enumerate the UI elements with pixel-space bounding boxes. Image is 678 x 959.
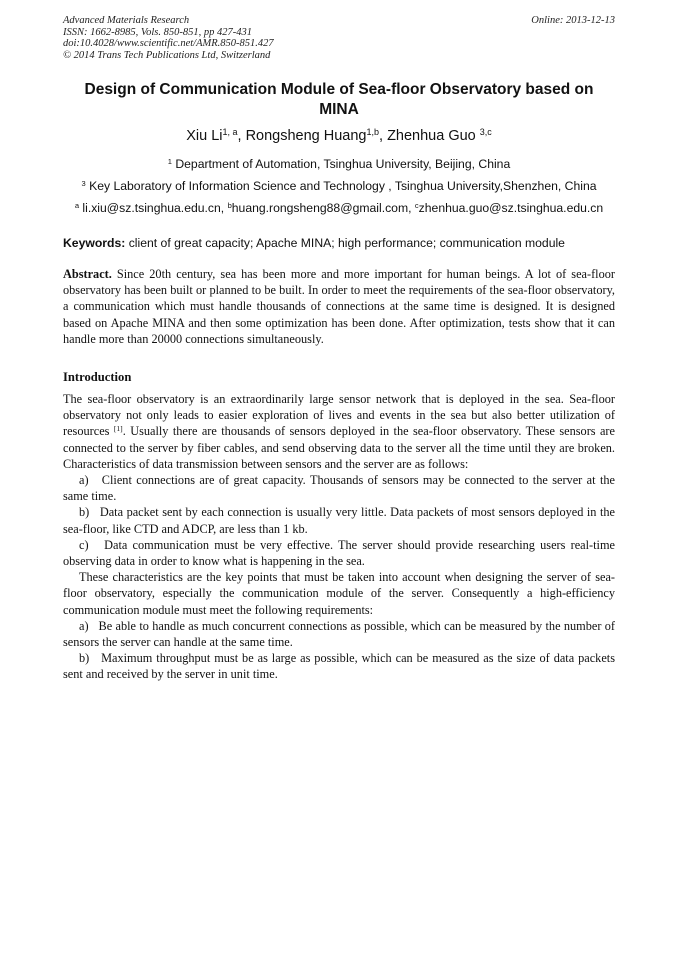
author-name: Rongsheng Huang xyxy=(245,128,367,144)
list-item: a) Be able to handle as much concurrent connections as possible, which can be measured by the number of sensors the server can handle at the same time. xyxy=(63,618,615,650)
journal-header xyxy=(63,15,615,61)
author-separator: , xyxy=(237,128,246,144)
email-mark: b xyxy=(227,200,232,210)
author-name: Zhenhua Guo xyxy=(387,128,480,144)
email-b: huang.rongsheng88@gmail.com, xyxy=(231,201,415,215)
affiliation-text: Key Laboratory of Information Science and Technology , Tsinghua University,Shenzhen, China xyxy=(85,179,597,193)
issn-line: ISSN: 1662-8985, Vols. 850-851, pp 427-431 xyxy=(63,26,252,38)
email-mark: c xyxy=(414,200,419,210)
citation-ref: [1] xyxy=(113,424,123,434)
list-item: a) Client connections are of great capacity. Thousands of sensors may be connected to the server at the same time. xyxy=(63,473,615,504)
list-item: b) Maximum throughput must be as large as possible, which can be measured as the size of data packets sent and received by the server in unit time. xyxy=(63,651,615,682)
online-date: Online: 2013-12-13 xyxy=(531,15,615,26)
author-superscript: 3,c xyxy=(479,127,492,138)
affiliation-1 xyxy=(40,157,638,171)
section-heading-introduction: Introduction xyxy=(63,370,132,384)
email-mark: a xyxy=(74,200,80,210)
abstract-paragraph xyxy=(63,266,615,347)
email-c: zhenhua.guo@sz.tsinghua.edu.cn xyxy=(418,201,604,215)
paper-title: Design of Communication Module of Sea-floor Observatory based on MINA xyxy=(84,81,594,118)
affiliation-mark: 1 xyxy=(167,156,172,166)
list-item: c) Data communication must be very effective. The server should provide researching users real-time observing data in order to know what is happening in the sea. xyxy=(63,537,615,569)
doi-line: doi:10.4028/www.scientific.net/AMR.850-851.427 xyxy=(63,38,274,50)
copyright-line: © 2014 Trans Tech Publications Ltd, Switzerland xyxy=(63,49,271,61)
intro-paragraph-1 xyxy=(63,391,615,472)
affiliation-3 xyxy=(40,179,638,193)
author-superscript: 1,b xyxy=(366,127,379,138)
author-separator: , xyxy=(379,128,388,144)
journal-name: Advanced Materials Research xyxy=(63,15,190,26)
abstract-text: Since 20th century, sea has been more and more important for human beings. A lot of sea-floor observatory has been built or planned to be built. In order to meet the requirements of the sea-floor observatory, a communication which must handle thousands of connections at the same time is designed. It is designed based on Apache MINA and then some optimization has been done. After optimization, tests show that it can handle more than 20000 connections simultaneously. xyxy=(63,267,615,346)
author-superscript: 1, a xyxy=(222,127,238,138)
email-line xyxy=(40,201,638,215)
affiliation-mark: 3 xyxy=(81,178,86,188)
keywords-label: Keywords: xyxy=(63,236,126,250)
introduction-body xyxy=(63,391,615,683)
keywords-text: client of great capacity; Apache MINA; high performance; communication module xyxy=(125,236,565,250)
author-line xyxy=(63,128,615,144)
list-item: b) Data packet sent by each connection is usually very little. Data packets of most sensors deployed in the sea-floor, like CTD and ADCP, are less than 1 kb. xyxy=(63,505,615,536)
paragraph-text: . Usually there are thousands of sensors deployed in the sea-floor observatory. These sensors are connected to the server by fiber cables, and send observing data to the server all the time until they are broken. Characteristics of data transmission between sensors and the server are as follows: xyxy=(63,424,615,471)
paragraph-text: The sea-floor observatory is an extraordinarily large sensor network that is deployed in the sea. Sea-floor observatory not only leads to easier exploration of lives and events in the sea but also better utilization of resources xyxy=(63,392,615,439)
abstract-label: Abstract. xyxy=(63,267,112,281)
email-a: li.xiu@sz.tsinghua.edu.cn, xyxy=(79,201,228,215)
affiliation-text: Department of Automation, Tsinghua University, Beijing, China xyxy=(171,157,511,171)
author-name: Xiu Li xyxy=(186,128,223,144)
intro-paragraph-2: These characteristics are the key points that must be taken into account when designing the server of sea-floor observatory, especially the communication module of the server. Consequently a high-efficiency communication module must meet the following requirements: xyxy=(63,570,615,617)
keywords-line xyxy=(63,236,623,250)
